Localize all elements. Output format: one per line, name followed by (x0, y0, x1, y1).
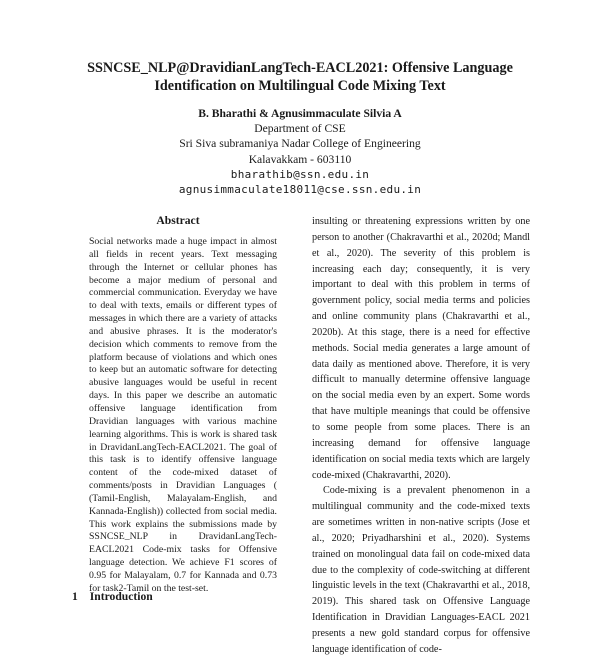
section-number: 1 (72, 590, 78, 603)
abstract-text: Social networks made a huge impact in almost all fields in recent years. Text messaging through the Internet or cellular phones has become a major medium of personal and commercial communication. Everyday we have to deal with texts, emails or different types of messages in which there are a variety of attacks and abusive phrases. It is the moderator's decision which comments to remove from the platform because of violations and which ones to keep but an automatic software for detecting abusive languages would be useful in recent days. In this paper we describe an automatic offensive language identification from Dravidian languages with various machine learning algorithms. This is work is shared task in DravidanLangTech-EACL2021. The goal of this task is to identify offensive language content of the code-mixed dataset of comments/posts in Dravidian Languages ( (Tamil-English, Malayalam-English, and Kannada-English)) collected from social media. This work explains the submissions made by SSNCSE_NLP in DravidanLangTech-EACL2021 Code-mix tasks for Offensive language detection. We achieve F1 scores of 0.95 for Malayalam, 0.7 for Kannada and 0.73 for task2-Tamil on the test-set. (89, 236, 277, 594)
body-paragraph-1: insulting or threatening expressions written by one person to another (Chakravarthi et al., 2020d; Mandl et al., 2020). The severity of this problem is increasing each day; consequently, it is very important to deal with this problem in terms of government policy, social media terms and policies and online community plans (Chakravarthi et al., 2020b). At this stage, there is a need for effective methods. Social media generates a large amount of data daily as mentioned above. Therefore, it is very difficult to manually determine offensive language on the social media even by an expert. Some words that have multiple meanings that could be offensive to some people from some places. There is an increasing demand for offensive language identification on social media texts which are largely code-mixed (Chakravarthi, 2020). (312, 216, 530, 481)
department: Department of CSE (254, 122, 346, 136)
title-line-1: SSNCSE_NLP@DravidianLangTech-EACL2021: Offensive Language (87, 60, 513, 76)
author-names: B. Bharathi & Agnusimmaculate Silvia A (198, 107, 402, 120)
title-line-2: Identification on Multilingual Code Mixing Text (154, 77, 446, 94)
abstract-heading: Abstract (156, 214, 200, 227)
email-2: agnusimmaculate18011@cse.ssn.edu.in (178, 183, 422, 197)
right-column (312, 214, 530, 658)
email-1: bharathib@ssn.edu.in (230, 167, 370, 181)
introduction-heading (72, 590, 272, 603)
section-title: Introduction (89, 590, 153, 603)
location: Kalavakkam - 603110 (248, 152, 352, 166)
body-paragraph-2: Code-mixing is a prevalent phenomenon in a multilingual community and the code-mixed texts are sometimes written in non-native scripts (Jose et al., 2020; Priyadharshini et al., 2020). Systems trained on monolingual data fail on code-mixed data due to the complexity of code-switching at different linguistic levels in the text (Chakravarthi et al., 2018, 2019). This shared task on Offensive Language Identification in Dravidian Languages-EACL 2021 presents a new gold standard corpus for offensive language identification of code- (312, 485, 530, 655)
institution: Sri Siva subramaniya Nadar College of Engineering (179, 137, 421, 151)
author-block (60, 106, 540, 197)
paper-title (60, 60, 540, 95)
